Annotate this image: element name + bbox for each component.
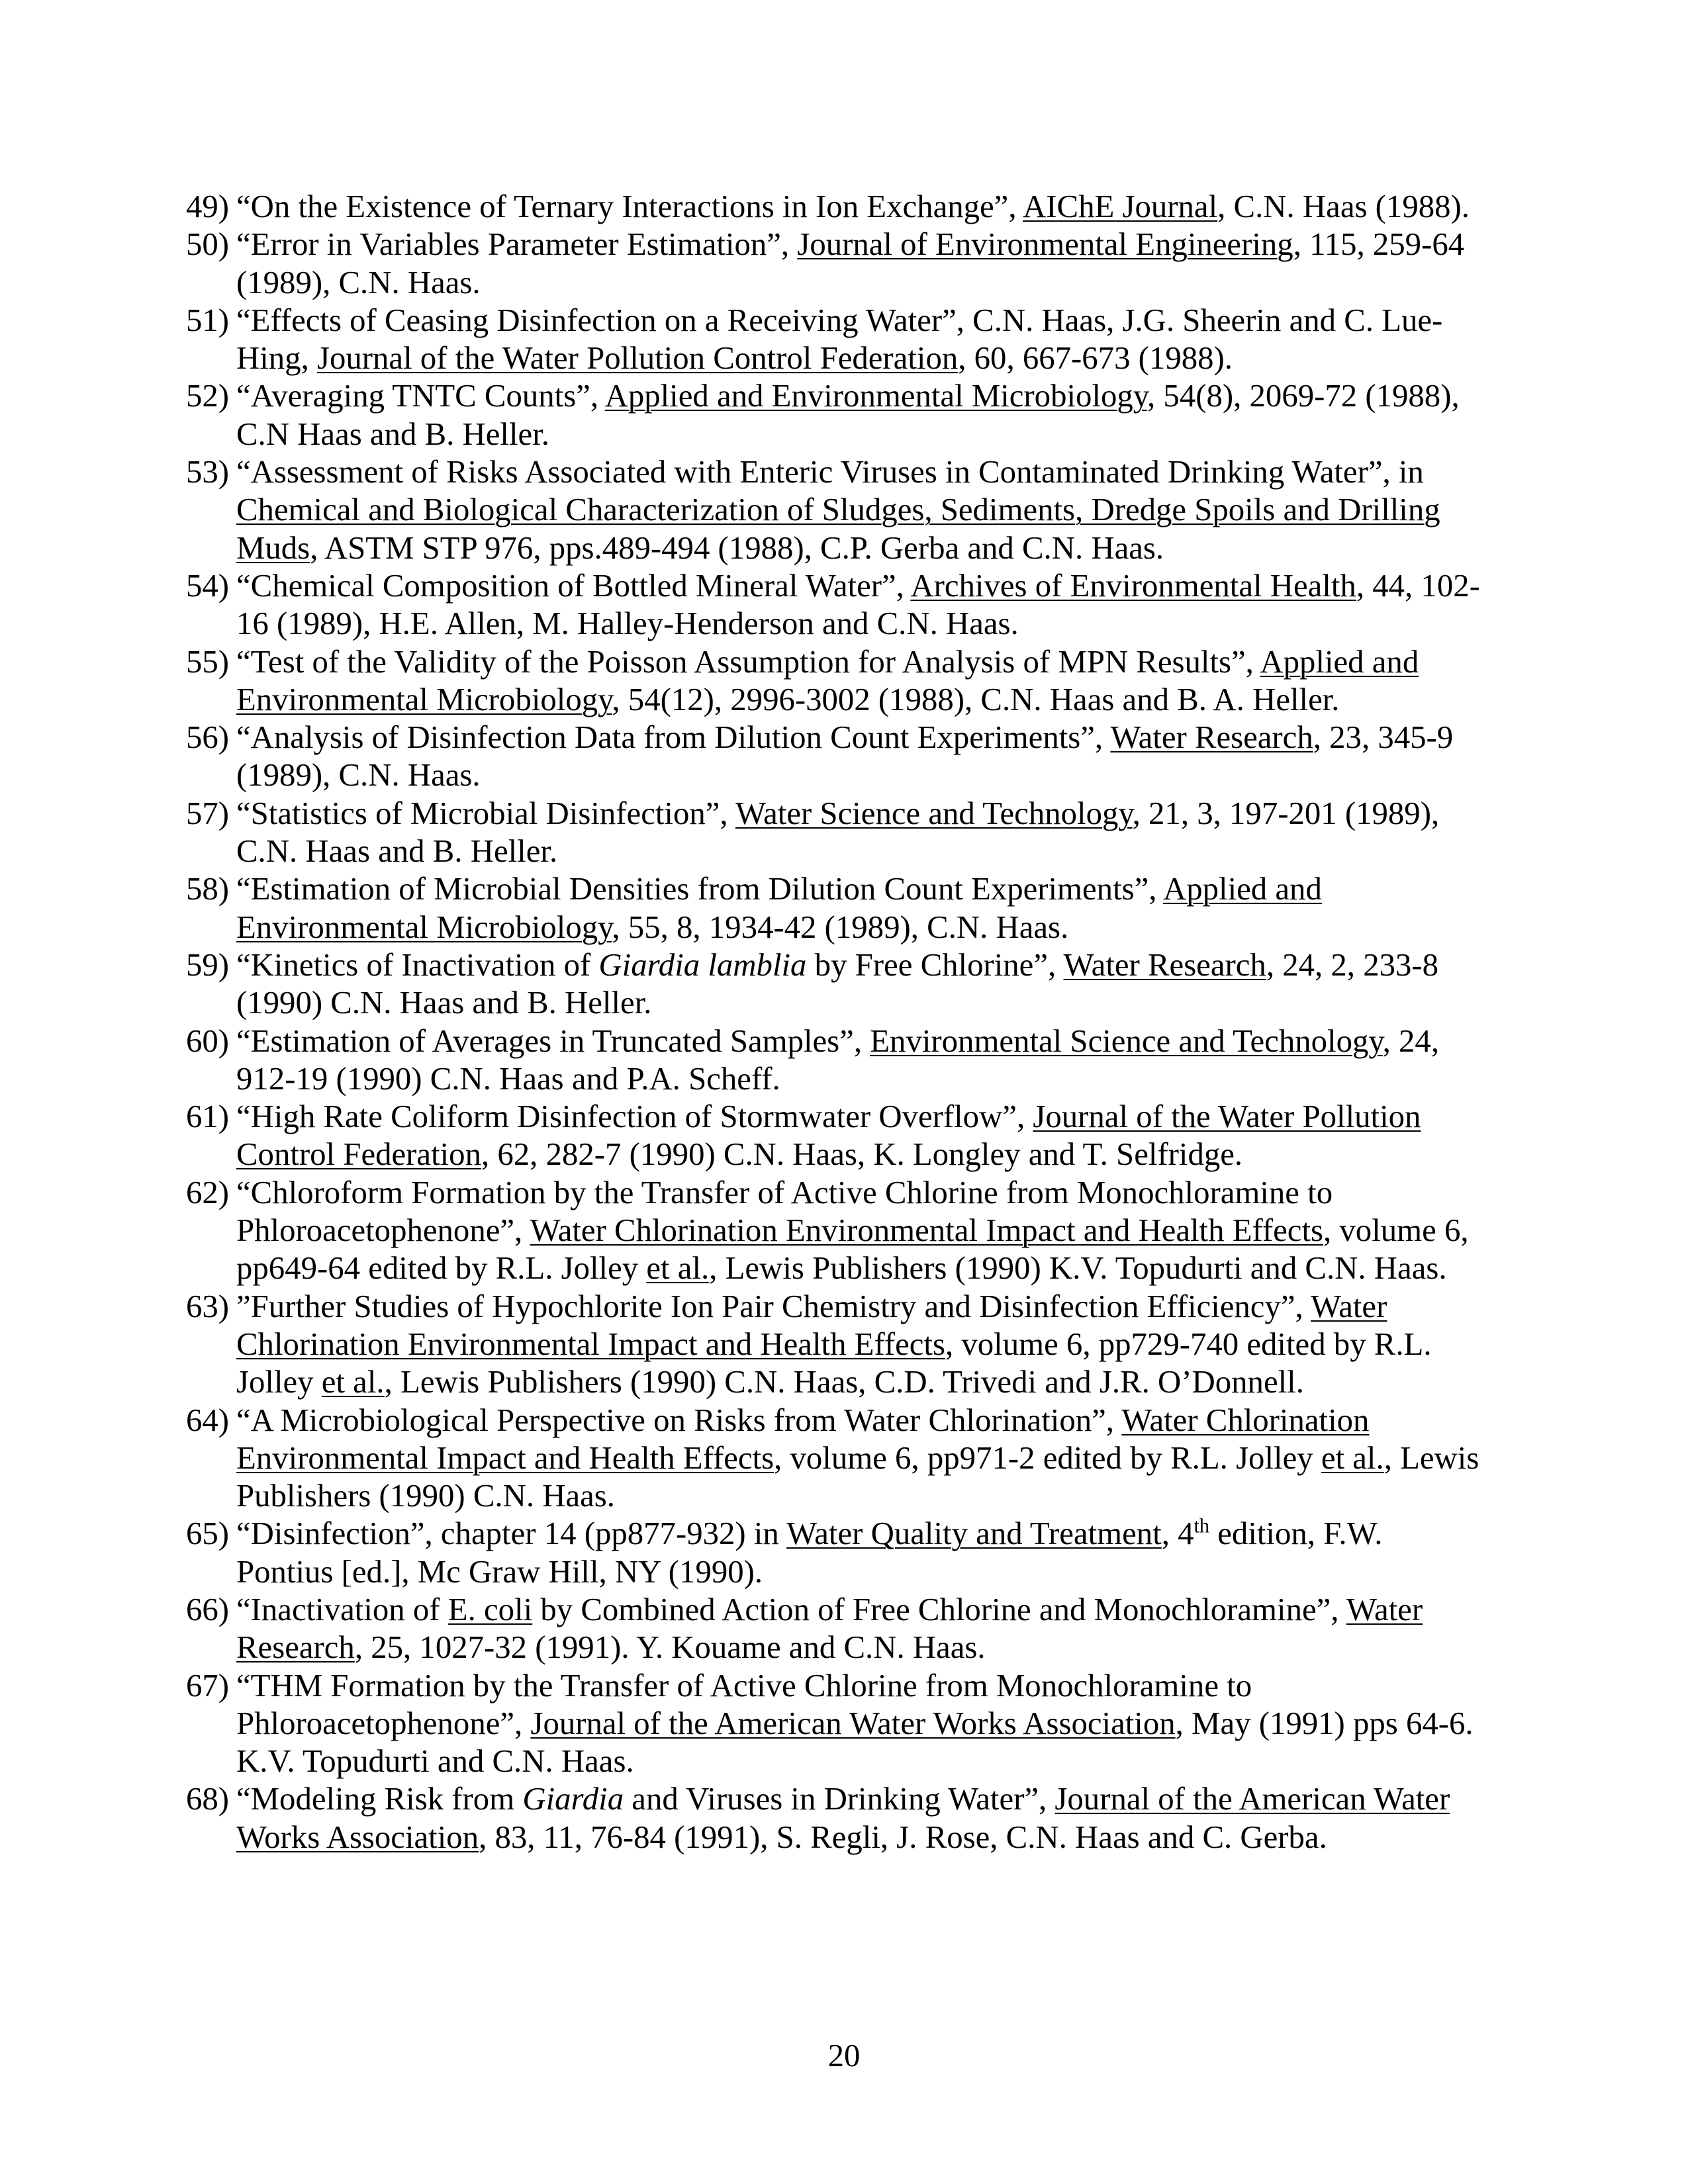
reference-text: [236, 796, 1439, 869]
reference-item: [186, 1023, 1483, 1099]
reference-item: [186, 643, 1483, 719]
reference-segment: “Effects of Ceasing Disinfection on a Receiving Water”, C.N. Haas, J.G. Sheerin and C. Lue-Hing,: [236, 302, 1443, 377]
reference-item: [186, 870, 1483, 946]
underlined-title: Journal of Environmental Engineering: [797, 226, 1293, 263]
reference-number: 58): [186, 871, 230, 907]
underlined-title: Water Research: [1063, 946, 1266, 983]
underlined-title: et al.: [646, 1250, 710, 1287]
reference-number: 62): [186, 1174, 230, 1210]
reference-segment: , volume 6, pp729-740 edited by R.L. Jolley: [236, 1326, 1432, 1400]
reference-item: [186, 1174, 1483, 1288]
reference-text: [236, 302, 1442, 376]
reference-segment: “Test of the Validity of the Poisson Assumption for Analysis of MPN Results”,: [236, 643, 1260, 680]
underlined-title: Archives of Environmental Health: [910, 567, 1356, 604]
reference-segment: , ASTM STP 976, pps.489-494 (1988), C.P. Gerba and C.N. Haas.: [310, 529, 1164, 566]
reference-segment: , Lewis Publishers (1990) C.N. Haas.: [236, 1439, 1479, 1514]
reference-text: [236, 568, 1480, 641]
reference-item: [186, 1098, 1483, 1174]
underlined-title: AIChE Journal: [1023, 189, 1218, 224]
reference-segment: , volume 6, pp649-64 edited by R.L. Jolley: [236, 1212, 1469, 1287]
underlined-title: et al.: [321, 1364, 385, 1400]
reference-segment: , 25, 1027-32 (1991). Y. Kouame and C.N. Haas.: [354, 1629, 986, 1666]
reference-text: [236, 1402, 1479, 1514]
reference-text: [236, 378, 1460, 451]
reference-number: 63): [186, 1288, 230, 1324]
reference-segment: “On the Existence of Ternary Interactions in Ion Exchange”,: [236, 189, 1023, 224]
reference-text: [236, 1668, 1474, 1780]
reference-segment: , May (1991) pps 64-6. K.V. Topudurti and C.N. Haas.: [236, 1705, 1474, 1780]
reference-list: [186, 188, 1483, 1856]
underlined-title: et al.: [1321, 1439, 1384, 1476]
reference-item: [186, 719, 1483, 795]
reference-segment: “Disinfection”, chapter 14 (pp877-932) in: [236, 1516, 787, 1552]
reference-segment: edition, F.W. Pontius [ed.], Mc Graw Hill, NY (1990).: [236, 1516, 1383, 1590]
reference-number: 67): [186, 1667, 230, 1704]
reference-segment: , 23, 345-9 (1989), C.N. Haas.: [236, 719, 1454, 794]
reference-number: 61): [186, 1099, 230, 1135]
reference-segment: “A Microbiological Perspective on Risks from Water Chlorination”,: [236, 1402, 1122, 1438]
underlined-title: Applied and Environmental Microbiology: [604, 378, 1148, 414]
reference-number: 68): [186, 1781, 230, 1817]
reference-segment: , 83, 11, 76-84 (1991), S. Regli, J. Rose, C.N. Haas and C. Gerba.: [479, 1819, 1327, 1855]
reference-text: [236, 1516, 1382, 1589]
reference-segment: , 4: [1161, 1516, 1194, 1552]
reference-number: 64): [186, 1402, 230, 1438]
reference-number: 56): [186, 719, 230, 756]
reference-item: [186, 795, 1483, 871]
reference-number: 50): [186, 226, 230, 263]
underlined-title: E. coli: [447, 1591, 533, 1627]
reference-text: [236, 644, 1419, 717]
reference-segment: , 54(8), 2069-72 (1988), C.N Haas and B. Heller.: [236, 378, 1460, 452]
reference-number: 51): [186, 302, 230, 338]
reference-text: [236, 1175, 1469, 1287]
reference-segment: , 24, 2, 233-8 (1990) C.N. Haas and B. Heller.: [236, 946, 1439, 1021]
reference-number: 60): [186, 1023, 230, 1059]
reference-text: [236, 947, 1438, 1021]
reference-segment: “Averaging TNTC Counts”,: [236, 378, 605, 414]
reference-text: [236, 1023, 1439, 1097]
reference-number: 54): [186, 567, 230, 604]
reference-item: [186, 377, 1483, 453]
reference-segment: , volume 6, pp971-2 edited by R.L. Jolley: [774, 1439, 1321, 1476]
reference-segment: by Combined Action of Free Chlorine and Monochloramine”,: [532, 1591, 1346, 1627]
underlined-title: Water Chlorination Environmental Impact and Health Effects: [236, 1402, 1370, 1476]
reference-segment: “Modeling Risk from: [236, 1781, 523, 1817]
reference-segment: , 24, 912-19 (1990) C.N. Haas and P.A. Scheff.: [236, 1023, 1440, 1097]
reference-item: [186, 1591, 1483, 1667]
underlined-title: Environmental Science and Technology: [870, 1023, 1383, 1059]
italic-text: Giardia lamblia: [598, 946, 807, 983]
underlined-title: Journal of the Water Pollution Control Federation: [236, 1099, 1421, 1173]
reference-text: [236, 871, 1322, 944]
reference-item: [186, 1667, 1483, 1781]
underlined-title: Journal of the American Water Works Association: [236, 1781, 1450, 1855]
underlined-title: Applied and Environmental Microbiology: [236, 871, 1322, 945]
underlined-title: Water Research: [236, 1591, 1423, 1666]
reference-segment: “Inactivation of: [236, 1591, 448, 1627]
underlined-title: Water Chlorination Environmental Impact and Health Effects: [236, 1288, 1387, 1362]
reference-segment: , 21, 3, 197-201 (1989), C.N. Haas and B. Heller.: [236, 795, 1440, 870]
reference-item: [186, 188, 1483, 226]
underlined-title: Chemical and Biological Characterization of Sludges, Sediments, Dredge Spoils and Drilling Muds: [236, 492, 1440, 566]
reference-segment: and Viruses in Drinking Water”,: [624, 1781, 1055, 1817]
underlined-title: Journal of the Water Pollution Control Federation: [317, 340, 959, 377]
reference-item: [186, 1780, 1483, 1856]
reference-text: [236, 189, 1470, 224]
reference-text: [236, 719, 1453, 793]
reference-text: [236, 1289, 1432, 1400]
reference-segment: “Statistics of Microbial Disinfection”,: [236, 795, 735, 831]
reference-segment: , 54(12), 2996-3002 (1988), C.N. Haas and B. A. Heller.: [612, 681, 1340, 717]
reference-number: 52): [186, 378, 230, 414]
reference-text: [236, 454, 1440, 566]
underlined-title: Water Quality and Treatment: [786, 1516, 1162, 1552]
reference-segment: “Chemical Composition of Bottled Mineral Water”,: [236, 567, 911, 604]
reference-segment: , 55, 8, 1934-42 (1989), C.N. Haas.: [612, 909, 1069, 945]
reference-number: 65): [186, 1516, 230, 1552]
reference-item: [186, 226, 1483, 302]
italic-text: Giardia: [522, 1781, 624, 1817]
underlined-title: Water Chlorination Environmental Impact and Health Effects: [530, 1212, 1323, 1249]
reference-item: [186, 567, 1483, 643]
reference-segment: , 115, 259-64 (1989), C.N. Haas.: [236, 226, 1465, 300]
reference-item: [186, 1402, 1483, 1516]
reference-segment: “Error in Variables Parameter Estimation”,: [236, 226, 798, 263]
reference-segment: “High Rate Coliform Disinfection of Stormwater Overflow”,: [236, 1099, 1033, 1135]
underlined-title: Applied and Environmental Microbiology: [236, 643, 1419, 717]
reference-number: 55): [186, 643, 230, 680]
reference-segment: , C.N. Haas (1988).: [1217, 189, 1470, 224]
reference-segment: , Lewis Publishers (1990) K.V. Topudurti and C.N. Haas.: [709, 1250, 1447, 1287]
underlined-title: Journal of the American Water Works Association: [530, 1705, 1176, 1741]
reference-segment: , 44, 102-16 (1989), H.E. Allen, M. Halley-Henderson and C.N. Haas.: [236, 567, 1480, 642]
reference-segment: , Lewis Publishers (1990) C.N. Haas, C.D. Trivedi and J.R. O’Donnell.: [384, 1364, 1304, 1400]
reference-number: 57): [186, 795, 230, 831]
reference-number: 66): [186, 1591, 230, 1627]
reference-item: [186, 946, 1483, 1023]
reference-segment: by Free Chlorine”,: [806, 946, 1064, 983]
underlined-title: Water Science and Technology: [735, 795, 1133, 831]
superscript-text: th: [1194, 1515, 1210, 1538]
reference-number: 49): [186, 189, 230, 224]
reference-text: [236, 1099, 1421, 1172]
reference-item: [186, 1288, 1483, 1402]
page-number: 20: [827, 2038, 861, 2073]
reference-segment: “Estimation of Averages in Truncated Samples”,: [236, 1023, 870, 1059]
reference-segment: “THM Formation by the Transfer of Active Chlorine from Monochloramine to Phloroacetophenone”,: [236, 1667, 1252, 1741]
reference-item: [186, 1515, 1483, 1591]
reference-segment: “Kinetics of Inactivation of: [236, 946, 599, 983]
reference-segment: ”Further Studies of Hypochlorite Ion Pair Chemistry and Disinfection Efficiency”,: [236, 1288, 1311, 1324]
underlined-title: Water Research: [1110, 719, 1313, 756]
reference-text: [236, 226, 1464, 300]
reference-item: [186, 453, 1483, 567]
reference-segment: “Chloroform Formation by the Transfer of Active Chlorine from Monochloramine to Phloroacetophenone”,: [236, 1174, 1333, 1249]
reference-segment: “Estimation of Microbial Densities from Dilution Count Experiments”,: [236, 871, 1163, 907]
reference-segment: , 60, 667-673 (1988).: [958, 340, 1233, 377]
reference-segment: , 62, 282-7 (1990) C.N. Haas, K. Longley and T. Selfridge.: [481, 1136, 1243, 1173]
reference-number: 59): [186, 946, 230, 983]
reference-segment: “Assessment of Risks Associated with Enteric Viruses in Contaminated Drinking Water”, in: [236, 454, 1424, 490]
reference-text: [236, 1781, 1450, 1854]
reference-number: 53): [186, 454, 230, 490]
reference-text: [236, 1592, 1423, 1665]
reference-item: [186, 302, 1483, 378]
reference-segment: “Analysis of Disinfection Data from Dilution Count Experiments”,: [236, 719, 1111, 756]
